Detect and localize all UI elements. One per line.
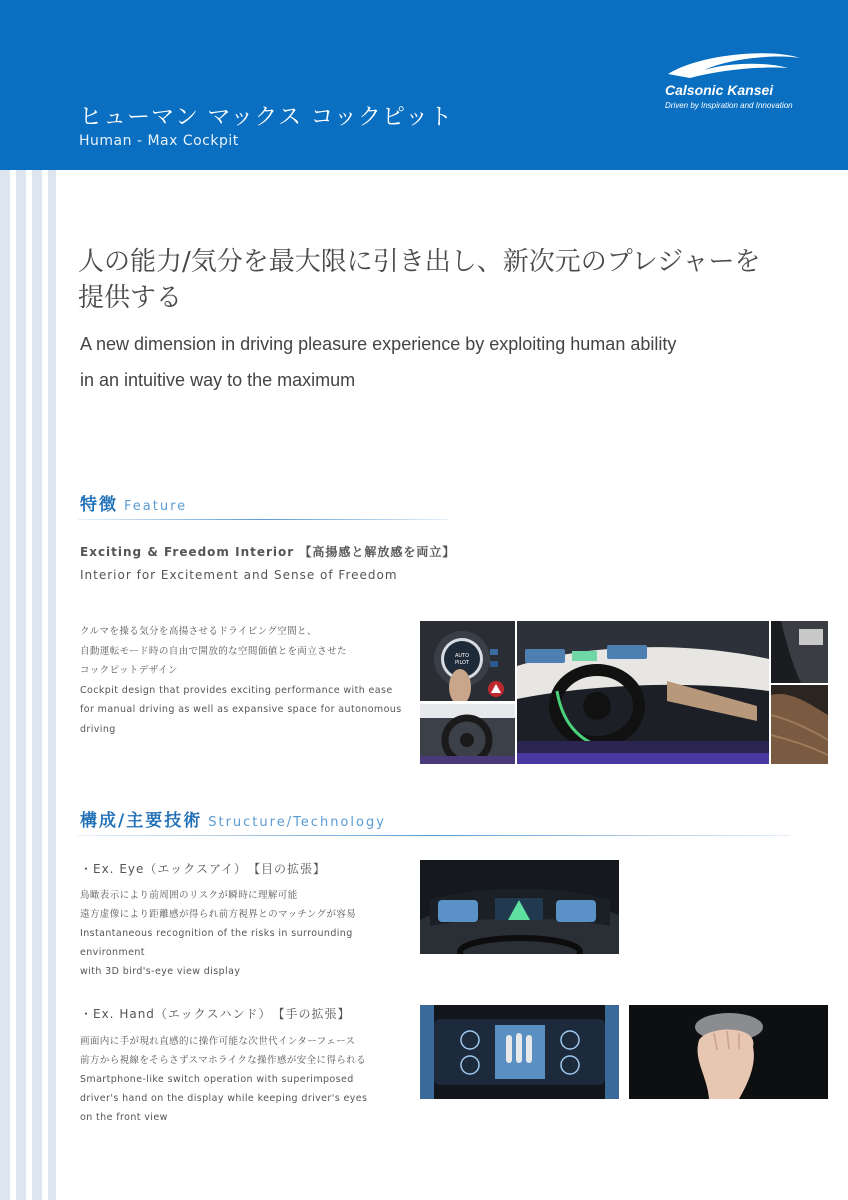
photo-hand-on-touchpad [629,1005,828,1099]
brand-name: Calsonic Kansei [665,82,774,98]
desc-line: クルマを操る気分を高揚させるドライビング空間と、 [80,626,317,637]
feature-subtitle: Interior for Excitement and Sense of Freedom [80,568,398,582]
desc-line: 遠方虚像により距離感が得られ前方視界とのマッチングが容易 [80,909,357,920]
headline-en-line: in an intuitive way to the maximum [80,370,356,390]
headline-jp-line: 人の能力/気分を最大限に引き出し、新次元のプレジャーを [78,247,761,277]
photo-ex-hand-display [420,1005,619,1099]
ex-hand-heading: ・Ex. Hand（エックスハンド） 【手の拡張】 [80,1007,351,1021]
ex-eye-heading: ・Ex. Eye（エックスアイ） 【目の拡張】 [80,862,326,876]
title-japanese: ヒューマン マックス コックピット [79,104,454,130]
desc-line: 前方から視線をそらさずスマホライクな操作感が安全に得られる [80,1055,367,1066]
desc-line: with 3D bird's-eye view display [80,966,241,977]
feature-divider [78,519,448,520]
feature-title-jp: 特徴 [80,495,118,515]
structure-title-jp: 構成/主要技術 [80,811,203,831]
desc-line: 画面内に手が現れ直感的に操作可能な次世代インターフェース [80,1036,356,1047]
photo-autopilot-button [420,621,515,701]
ex-eye-description [80,886,415,981]
button-label-auto: AUTO [454,653,470,659]
desc-line: Smartphone-like switch operation with superimposed [80,1074,354,1085]
feature-title-en: Feature [124,499,188,514]
headline-en-line: A new dimension in driving pleasure experience by exploiting human ability [80,334,677,354]
brand-tagline: Driven by Inspiration and Innovation [665,101,793,110]
feature-description [80,622,410,739]
photo-wood-panel [771,685,828,764]
structure-section-title [80,806,386,831]
desc-line: on the front view [80,1112,168,1123]
headline-japanese [78,244,798,316]
header-banner [0,0,848,170]
photo-ex-eye-display [420,860,619,954]
desc-line: 自動運転モード時の自由で開放的な空間価値とを両立させた [80,645,347,657]
button-label-pilot: PILOT [454,660,470,666]
photo-cockpit-interior [517,621,769,764]
feature-section-title [80,490,187,515]
desc-line: 鳥瞰表示により前周囲のリスクが瞬時に理解可能 [80,890,298,901]
desc-line: driving [80,723,116,735]
photo-steering-wheel [420,704,515,764]
feature-subtitle-bold: Exciting & Freedom Interior 【高揚感と解放感を両立】 [80,545,456,559]
title-english: Human - Max Cockpit [79,133,239,149]
ex-hand-description [80,1032,415,1127]
headline-jp-line: 提供する [78,283,183,313]
structure-title-en: Structure/Technology [208,815,386,830]
headline-english [80,326,780,398]
photo-interior-detail [771,621,828,683]
desc-line: Cockpit design that provides exciting performance with ease [80,684,393,696]
left-stripe-decoration [0,170,58,1200]
structure-divider [78,835,790,836]
desc-line: driver's hand on the display while keeping driver's eyes [80,1093,368,1104]
desc-line: for manual driving as well as expansive space for autonomous [80,704,402,715]
desc-line: Instantaneous recognition of the risks in surrounding environment [80,928,353,958]
desc-line: コックピットデザイン [80,665,178,676]
